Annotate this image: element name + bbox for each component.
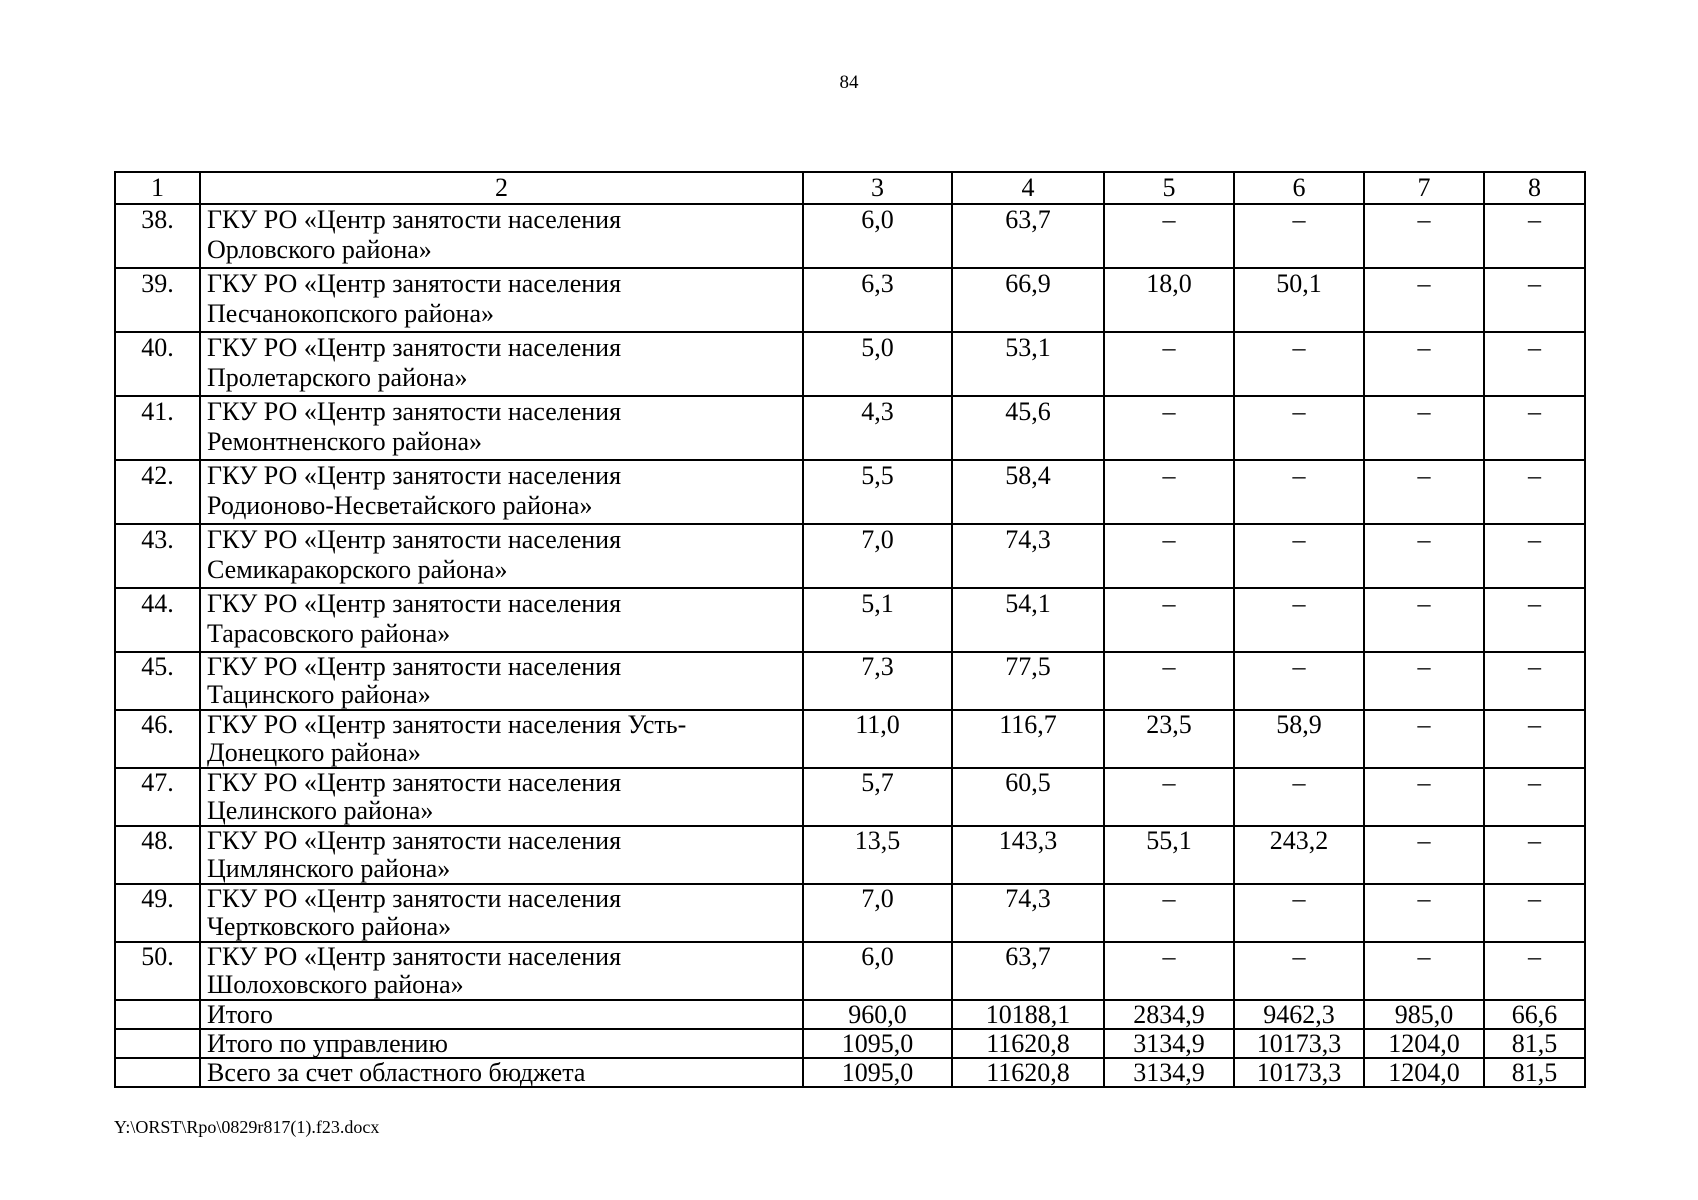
cell: 53,1: [952, 332, 1104, 396]
empty-cell: [115, 1058, 200, 1087]
cell: 10188,1: [952, 1000, 1104, 1029]
column-header: 1: [115, 172, 200, 204]
cell: 3134,9: [1104, 1058, 1234, 1087]
cell: –: [1484, 268, 1585, 332]
cell: 1095,0: [803, 1029, 952, 1058]
cell: –: [1364, 524, 1484, 588]
table-row: [115, 268, 1585, 332]
cell: 81,5: [1484, 1058, 1585, 1087]
cell: 10173,3: [1234, 1029, 1364, 1058]
cell: 74,3: [952, 524, 1104, 588]
cell: –: [1234, 332, 1364, 396]
table-row: [115, 396, 1585, 460]
organization-name: ГКУ РО «Центр занятости населения Целинского района»: [200, 768, 803, 826]
cell: –: [1234, 460, 1364, 524]
organization-name: ГКУ РО «Центр занятости населения Песчанокопского района»: [200, 268, 803, 332]
organization-name: ГКУ РО «Центр занятости населения Родионово-Несветайского района»: [200, 460, 803, 524]
cell: 6,0: [803, 204, 952, 268]
row-number: 39.: [115, 268, 200, 332]
cell: 13,5: [803, 826, 952, 884]
table-row: [115, 942, 1585, 1000]
cell: 1095,0: [803, 1058, 952, 1087]
column-header: 7: [1364, 172, 1484, 204]
empty-cell: [115, 1029, 200, 1058]
cell: –: [1234, 524, 1364, 588]
total-row: [115, 1000, 1585, 1029]
organization-name: ГКУ РО «Центр занятости населения Цимлянского района»: [200, 826, 803, 884]
cell: 116,7: [952, 710, 1104, 768]
row-number: 47.: [115, 768, 200, 826]
cell: –: [1484, 204, 1585, 268]
cell: 23,5: [1104, 710, 1234, 768]
column-header: 8: [1484, 172, 1585, 204]
cell: –: [1364, 460, 1484, 524]
cell: –: [1484, 942, 1585, 1000]
row-number: 49.: [115, 884, 200, 942]
cell: –: [1484, 826, 1585, 884]
cell: –: [1104, 460, 1234, 524]
cell: 5,5: [803, 460, 952, 524]
organization-name: ГКУ РО «Центр занятости населения Орловского района»: [200, 204, 803, 268]
cell: –: [1484, 768, 1585, 826]
cell: –: [1104, 942, 1234, 1000]
cell: –: [1364, 268, 1484, 332]
total-row: [115, 1029, 1585, 1058]
file-path-footer: Y:\ORST\Rpo\0829r817(1).f23.docx: [114, 1117, 380, 1137]
column-header: 6: [1234, 172, 1364, 204]
table-row: [115, 652, 1585, 710]
column-header: 2: [200, 172, 803, 204]
cell: –: [1484, 652, 1585, 710]
cell: 985,0: [1364, 1000, 1484, 1029]
cell: 7,0: [803, 524, 952, 588]
page-number: 84: [839, 72, 859, 93]
cell: 77,5: [952, 652, 1104, 710]
organization-name: ГКУ РО «Центр занятости населения Пролетарского района»: [200, 332, 803, 396]
row-number: 40.: [115, 332, 200, 396]
cell: 5,0: [803, 332, 952, 396]
cell: –: [1364, 396, 1484, 460]
row-number: 44.: [115, 588, 200, 652]
table-row: [115, 460, 1585, 524]
table-row: [115, 332, 1585, 396]
organization-name: ГКУ РО «Центр занятости населения Тарасовского района»: [200, 588, 803, 652]
cell: 4,3: [803, 396, 952, 460]
cell: 960,0: [803, 1000, 952, 1029]
cell: 58,4: [952, 460, 1104, 524]
total-label: Итого по управлению: [200, 1029, 803, 1058]
cell: 6,0: [803, 942, 952, 1000]
table-row: [115, 826, 1585, 884]
budget-table: [114, 171, 1586, 1088]
organization-name: ГКУ РО «Центр занятости населения Шолоховского района»: [200, 942, 803, 1000]
cell: –: [1104, 332, 1234, 396]
cell: 74,3: [952, 884, 1104, 942]
cell: –: [1234, 396, 1364, 460]
cell: 243,2: [1234, 826, 1364, 884]
cell: –: [1104, 588, 1234, 652]
cell: 45,6: [952, 396, 1104, 460]
table-row: [115, 710, 1585, 768]
cell: –: [1364, 588, 1484, 652]
cell: 6,3: [803, 268, 952, 332]
cell: –: [1364, 652, 1484, 710]
empty-cell: [115, 1000, 200, 1029]
row-number: 43.: [115, 524, 200, 588]
cell: 63,7: [952, 942, 1104, 1000]
row-number: 42.: [115, 460, 200, 524]
cell: –: [1104, 396, 1234, 460]
cell: 66,9: [952, 268, 1104, 332]
cell: 50,1: [1234, 268, 1364, 332]
cell: –: [1364, 204, 1484, 268]
cell: –: [1364, 884, 1484, 942]
cell: –: [1104, 524, 1234, 588]
cell: 58,9: [1234, 710, 1364, 768]
cell: 81,5: [1484, 1029, 1585, 1058]
cell: 66,6: [1484, 1000, 1585, 1029]
cell: –: [1104, 652, 1234, 710]
cell: –: [1234, 884, 1364, 942]
organization-name: ГКУ РО «Центр занятости населения Тацинского района»: [200, 652, 803, 710]
cell: 143,3: [952, 826, 1104, 884]
cell: –: [1364, 942, 1484, 1000]
row-number: 48.: [115, 826, 200, 884]
table-row: [115, 768, 1585, 826]
cell: 10173,3: [1234, 1058, 1364, 1087]
cell: 11620,8: [952, 1029, 1104, 1058]
cell: –: [1484, 588, 1585, 652]
organization-name: ГКУ РО «Центр занятости населения Семикаракорского района»: [200, 524, 803, 588]
cell: 3134,9: [1104, 1029, 1234, 1058]
cell: –: [1234, 942, 1364, 1000]
cell: –: [1234, 588, 1364, 652]
cell: –: [1104, 204, 1234, 268]
row-number: 45.: [115, 652, 200, 710]
total-row: [115, 1058, 1585, 1087]
cell: –: [1484, 332, 1585, 396]
organization-name: ГКУ РО «Центр занятости населения Ремонтненского района»: [200, 396, 803, 460]
total-label: Всего за счет областного бюджета: [200, 1058, 803, 1087]
cell: –: [1364, 768, 1484, 826]
cell: 5,7: [803, 768, 952, 826]
cell: –: [1484, 710, 1585, 768]
cell: 18,0: [1104, 268, 1234, 332]
cell: –: [1364, 710, 1484, 768]
organization-name: ГКУ РО «Центр занятости населения Чертковского района»: [200, 884, 803, 942]
cell: 9462,3: [1234, 1000, 1364, 1029]
cell: 54,1: [952, 588, 1104, 652]
organization-name: ГКУ РО «Центр занятости населения Усть- Донецкого района»: [200, 710, 803, 768]
total-label: Итого: [200, 1000, 803, 1029]
table-row: [115, 204, 1585, 268]
cell: –: [1364, 826, 1484, 884]
cell: –: [1234, 768, 1364, 826]
cell: –: [1484, 396, 1585, 460]
cell: –: [1484, 460, 1585, 524]
row-number: 46.: [115, 710, 200, 768]
cell: 7,0: [803, 884, 952, 942]
cell: 2834,9: [1104, 1000, 1234, 1029]
cell: –: [1104, 768, 1234, 826]
cell: 1204,0: [1364, 1029, 1484, 1058]
table-row: [115, 524, 1585, 588]
table-row: [115, 884, 1585, 942]
cell: –: [1104, 884, 1234, 942]
cell: –: [1234, 204, 1364, 268]
table-row: [115, 588, 1585, 652]
cell: 11,0: [803, 710, 952, 768]
table-header-row: [115, 172, 1585, 204]
cell: –: [1484, 524, 1585, 588]
cell: 63,7: [952, 204, 1104, 268]
cell: –: [1364, 332, 1484, 396]
cell: 55,1: [1104, 826, 1234, 884]
cell: 1204,0: [1364, 1058, 1484, 1087]
cell: 5,1: [803, 588, 952, 652]
cell: 60,5: [952, 768, 1104, 826]
cell: 7,3: [803, 652, 952, 710]
row-number: 38.: [115, 204, 200, 268]
column-header: 3: [803, 172, 952, 204]
row-number: 50.: [115, 942, 200, 1000]
row-number: 41.: [115, 396, 200, 460]
cell: –: [1234, 652, 1364, 710]
cell: 11620,8: [952, 1058, 1104, 1087]
column-header: 4: [952, 172, 1104, 204]
cell: –: [1484, 884, 1585, 942]
column-header: 5: [1104, 172, 1234, 204]
